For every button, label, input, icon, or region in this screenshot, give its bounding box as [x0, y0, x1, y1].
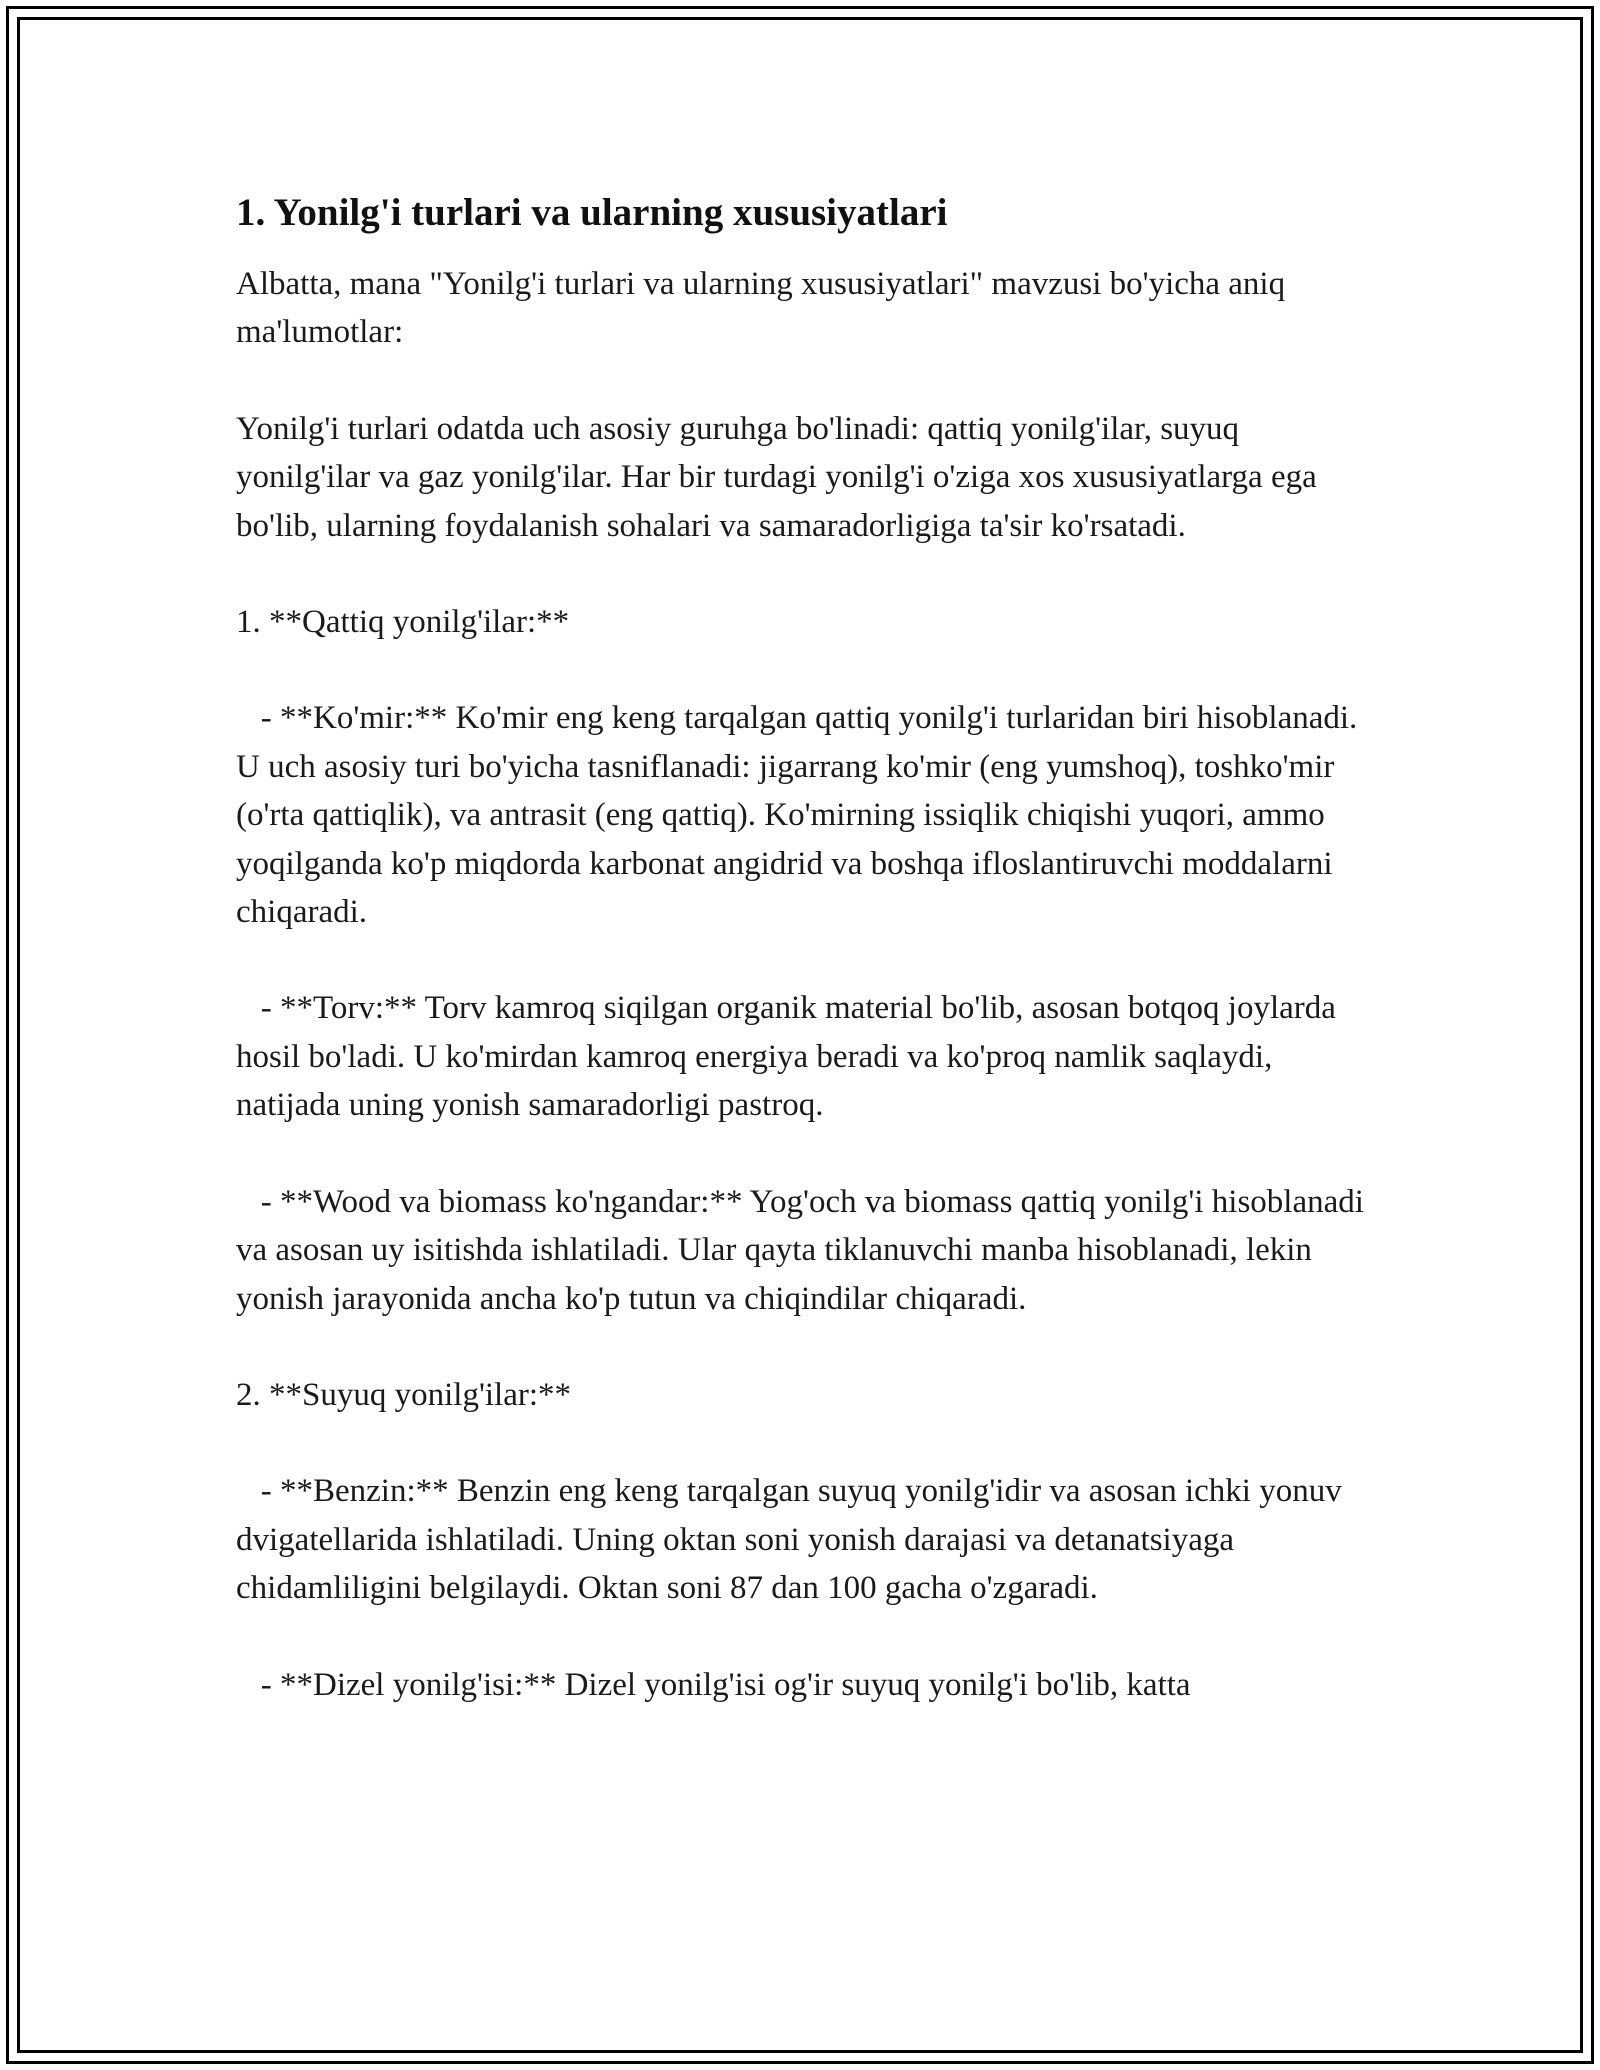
list-item-gasoline: - **Benzin:** Benzin eng keng tarqalgan suyuq yonilg'idir va asosan ichki yonuv dvigatellarida ishlatiladi. Uning oktan soni yonish darajasi va detanatsiyaga chidamliligini belgilaydi. Oktan soni 87 dan 100 gacha o'zgaradi.	[236, 1473, 1350, 1607]
list-item-coal: - **Ko'mir:** Ko'mir eng keng tarqalgan qattiq yonilg'i turlaridan biri hisoblanadi. U uch asosiy turi bo'yicha tasniflanadi: jigarrang ko'mir (eng yumshoq), toshko'mir (o'rta qattiqlik), va antrasit (eng qattiq). Ko'mirning issiqlik chiqishi yuqori, ammo yoqilganda ko'p miqdorda karbonat angidrid va boshqa ifloslantiruvchi moddalarni chiqaradi.	[236, 700, 1366, 931]
intro-paragraph: Albatta, mana "Yonilg'i turlari va ularning xususiyatlari" mavzusi bo'yicha aniq ma'lumotlar:	[236, 266, 1294, 351]
document-title: 1. Yonilg'i turlari va ularning xususiyatlari	[236, 191, 948, 234]
section-heading-solid-fuels: 1. **Qattiq yonilg'ilar:**	[236, 604, 570, 641]
overview-paragraph: Yonilg'i turlari odatda uch asosiy guruhga bo'linadi: qattiq yonilg'ilar, suyuq yonilg'ilar va gaz yonilg'ilar. Har bir turdagi yonilg'i o'ziga xos xususiyatlarga ega bo'lib, ularning foydalanish sohalari va samaradorligiga ta'sir ko'rsatadi.	[236, 410, 1325, 544]
list-item-peat: - **Torv:** Torv kamroq siqilgan organik material bo'lib, asosan botqoq joylarda hosil bo'ladi. U ko'mirdan kamroq energiya beradi va ko'proq namlik saqlaydi, natijada uning yonish samaradorligi pastroq.	[236, 990, 1345, 1124]
document-body	[236, 186, 1376, 1709]
list-item-diesel: - **Dizel yonilg'isi:** Dizel yonilg'isi og'ir suyuq yonilg'i bo'lib, katta	[236, 1666, 1191, 1703]
list-item-wood-biomass: - **Wood va biomass ko'ngandar:** Yog'och va biomass qattiq yonilg'i hisoblanadi va asosan uy isitishda ishlatiladi. Ular qayta tiklanuvchi manba hisoblanadi, lekin yonish jarayonida ancha ko'p tutun va chiqindilar chiqaradi.	[236, 1183, 1373, 1317]
section-heading-liquid-fuels: 2. **Suyuq yonilg'ilar:**	[236, 1376, 572, 1413]
